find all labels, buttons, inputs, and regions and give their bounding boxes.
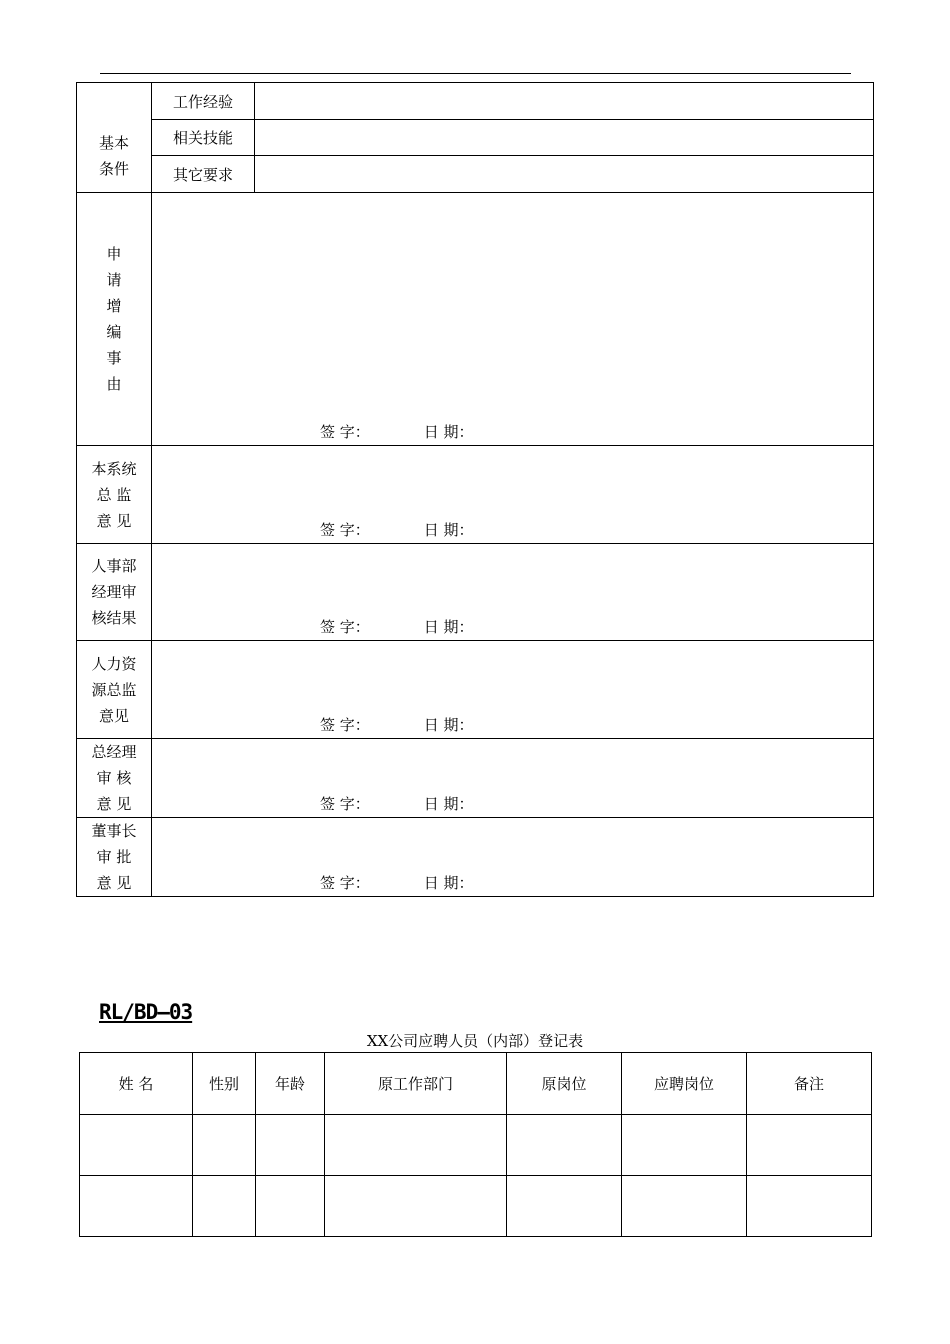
table-row (80, 1176, 872, 1237)
reason-char: 编 (106, 323, 122, 341)
signature-line (320, 714, 474, 735)
work-experience-field[interactable] (255, 83, 874, 120)
skills-field[interactable] (255, 120, 874, 156)
label-line: 经理审 (91, 583, 137, 601)
director-opinion-label (77, 446, 152, 544)
table-cell[interactable] (80, 1115, 193, 1176)
label-line: 审 批 (96, 848, 132, 866)
signature-line (320, 421, 474, 442)
table-cell[interactable] (622, 1115, 747, 1176)
reason-char: 申 (106, 245, 122, 263)
registration-table (79, 1052, 872, 1237)
table-cell[interactable] (256, 1176, 325, 1237)
header-name: 姓 名 (80, 1053, 193, 1115)
signature-line (320, 616, 474, 637)
signature-line (320, 872, 474, 893)
table-cell[interactable] (747, 1176, 872, 1237)
other-requirements-field[interactable] (255, 156, 874, 193)
gm-review-label (77, 739, 152, 818)
signature-line (320, 519, 474, 540)
signature-line (320, 793, 474, 814)
header-gender: 性别 (193, 1053, 256, 1115)
sign-label: 签 字： (320, 423, 370, 441)
skills-label: 相关技能 (152, 120, 255, 156)
header-remarks: 备注 (747, 1053, 872, 1115)
header-rule (100, 73, 851, 74)
work-experience-label: 工作经验 (152, 83, 255, 120)
label-line: 意见 (98, 706, 129, 725)
table-cell[interactable] (325, 1115, 507, 1176)
label-line: 意 见 (96, 795, 132, 813)
gm-review-field[interactable] (152, 739, 874, 818)
table-cell[interactable] (622, 1176, 747, 1237)
label-line: 人力资 (91, 654, 137, 673)
hr-director-opinion-label (77, 641, 152, 739)
table-cell[interactable] (80, 1176, 193, 1237)
reason-label (77, 193, 152, 446)
sign-label: 签 字： (320, 618, 370, 636)
table-row (80, 1115, 872, 1176)
date-label: 日 期： (423, 521, 474, 539)
basic-conditions-text: 基本条件 (98, 133, 129, 178)
application-form-table (76, 82, 874, 897)
table-cell[interactable] (747, 1115, 872, 1176)
date-label: 日 期： (423, 874, 474, 892)
sign-label: 签 字： (320, 521, 370, 539)
date-label: 日 期： (423, 618, 474, 636)
sign-label: 签 字： (320, 795, 370, 813)
table-header-row (80, 1053, 872, 1115)
other-requirements-label: 其它要求 (152, 156, 255, 193)
hr-manager-review-label (77, 544, 152, 641)
registration-form-title: XX公司应聘人员（内部）登记表 (366, 1032, 584, 1050)
table-cell[interactable] (507, 1176, 622, 1237)
label-line: 意 见 (96, 874, 132, 892)
header-original-position: 原岗位 (507, 1053, 622, 1115)
label-line: 审 核 (96, 769, 132, 787)
basic-conditions-label (77, 83, 152, 193)
table-cell[interactable] (193, 1176, 256, 1237)
header-applied-position: 应聘岗位 (622, 1053, 747, 1115)
label-line: 源总监 (91, 680, 137, 699)
sign-label: 签 字： (320, 874, 370, 892)
hr-manager-review-field[interactable] (152, 544, 874, 641)
label-line: 意 见 (96, 511, 132, 530)
form-code: RL/BD—03 (99, 1000, 193, 1024)
chairman-approval-label (77, 818, 152, 897)
header-age: 年龄 (256, 1053, 325, 1115)
reason-char: 增 (106, 297, 122, 315)
reason-char: 事 (106, 349, 122, 367)
reason-char: 由 (106, 375, 122, 393)
director-opinion-field[interactable] (152, 446, 874, 544)
table-cell[interactable] (325, 1176, 507, 1237)
table-cell[interactable] (256, 1115, 325, 1176)
table-cell[interactable] (507, 1115, 622, 1176)
date-label: 日 期： (423, 795, 474, 813)
sign-label: 签 字： (320, 716, 370, 734)
label-line: 总 监 (96, 485, 132, 504)
table-cell[interactable] (193, 1115, 256, 1176)
date-label: 日 期： (423, 716, 474, 734)
date-label: 日 期： (423, 423, 474, 441)
label-line: 本系统 (91, 459, 137, 478)
chairman-approval-field[interactable] (152, 818, 874, 897)
header-original-department: 原工作部门 (325, 1053, 507, 1115)
hr-director-opinion-field[interactable] (152, 641, 874, 739)
reason-field[interactable] (152, 193, 874, 446)
label-line: 核结果 (91, 609, 137, 627)
label-line: 董事长 (91, 822, 137, 840)
label-line: 总经理 (91, 743, 137, 761)
reason-char: 请 (106, 271, 122, 289)
label-line: 人事部 (91, 557, 137, 575)
